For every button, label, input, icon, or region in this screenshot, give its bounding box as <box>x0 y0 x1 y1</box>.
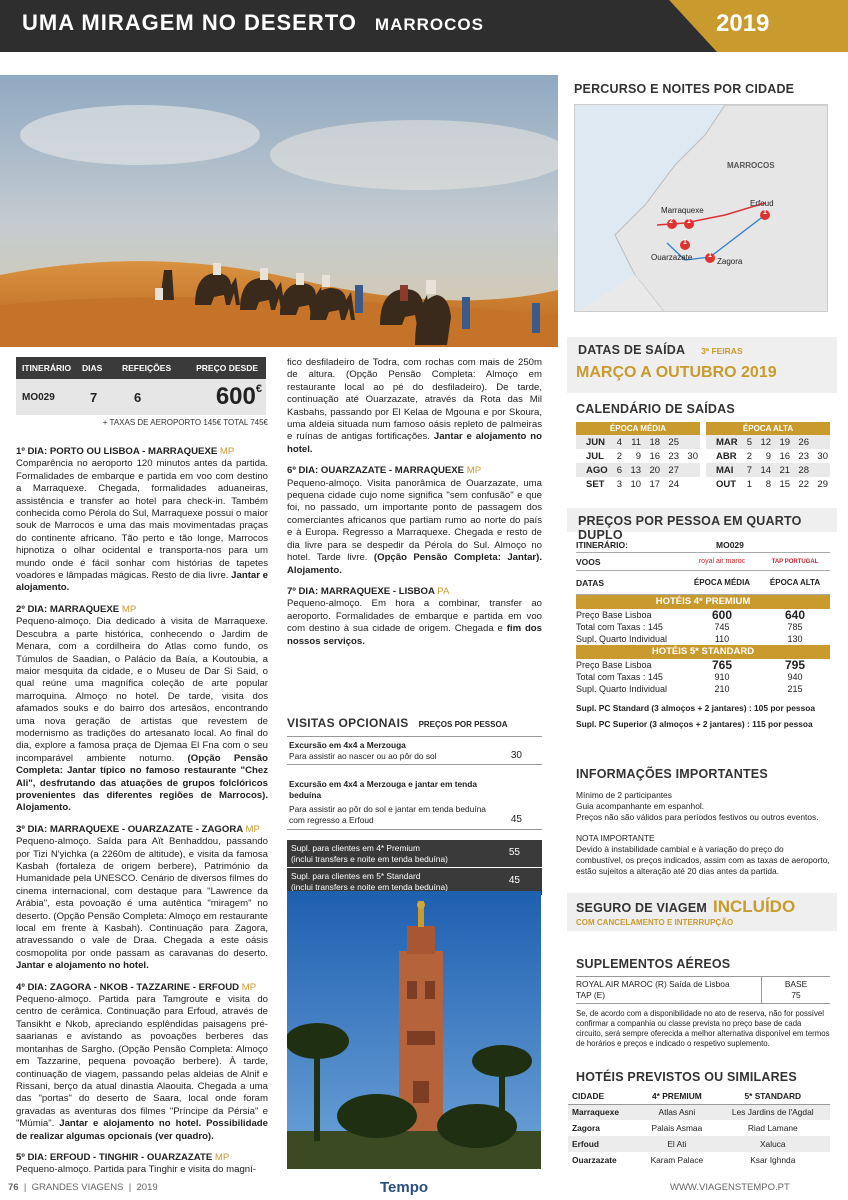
hoteis-row <box>568 1120 830 1136</box>
price-currency: € <box>255 383 262 395</box>
footer-separator: | <box>128 1182 132 1193</box>
day-body: Comparência no aeroporto 120 minutos antes da partida. Formalidades de embarque e partida em voo com destino a Marraquexe. Chegada, formalidades aduaneiras, assistência e transfer ao hotel para check-in. Também conhecida como Pérola do Sul, Marraquexe possui o maior souk de Marrocos e uma das mais movimentadas praças do continente africano. Tão perto e tão longe, Marrocos hipnotiza o olhar ocidental e transporta-nos para um mundo onde é fácil sonhar com histórias de tapetes voadores e lâmpadas mágicas. Resto de dia livre. <box>16 458 268 582</box>
calendar-row <box>706 463 830 477</box>
country-text: MARROCOS <box>374 15 484 34</box>
day-body: Pequeno-almoço. Dia dedicado à visita de Marraquexe. Descubra a parte histórica, conhecendo o Jardim de Menara, com a cordilheira do Atlas como fundo, os Túmulos de Saadian, o Palácio da Baía, a Koutoubia, a maior mesquita da cidade, e o Museu de Dar Si Said, o qual reúne uma magnífica coleção de arte popular marroquina. Almoço no hotel. De tarde, visita dos afamados souks e do bairro dos artesãos, encontrando uma nova geração de artistas que revestem de modernismo as tradições do artesanato local. Ao final do dia, explore a famosa praça de Djemaa El Fna com o seu incomparável ambiente noturno. <box>16 616 268 764</box>
day-paragraph <box>16 446 268 595</box>
price-cell: 640 <box>784 608 806 622</box>
day-meal-tag: MP <box>466 465 482 477</box>
price-cell: Total com Taxas : 145 <box>576 672 663 682</box>
day-meal-tag: MP <box>241 981 257 993</box>
calendar-cell: 10 <box>630 478 642 490</box>
day-paragraph <box>287 465 542 577</box>
price-row <box>576 671 830 683</box>
day-body: Pequeno-almoço. Partida para Tinghir e visita do magní- <box>16 1164 256 1176</box>
page-title <box>22 10 484 36</box>
day-paragraph <box>16 1152 268 1177</box>
calendar-cell: 11 <box>624 435 643 449</box>
calendar-cell: 16 <box>779 450 791 462</box>
price-cell: 745 <box>714 622 730 632</box>
supl-price: 55 <box>508 847 520 859</box>
calendar-row <box>706 435 830 449</box>
map-city-zagora: Zagora <box>717 257 743 266</box>
datas-title: DATAS DE SAÍDA <box>578 343 686 357</box>
supl-price: 45 <box>508 875 520 887</box>
day-paragraph <box>16 982 268 1143</box>
day-meal-tag: MP <box>214 1151 230 1163</box>
calendar-cell: 23 <box>668 450 679 462</box>
visitas-title: VISITAS OPCIONAIS <box>287 716 409 730</box>
prices-datas-label: DATAS <box>576 577 605 588</box>
footer-year: 2019 <box>136 1182 158 1193</box>
price-cell: Preço Base Lisboa <box>576 610 652 620</box>
day-title: 1º DIA: PORTO OU LISBOA - MARRAQUEXE <box>16 446 220 457</box>
price-row <box>576 609 830 621</box>
calendar-cell <box>811 435 830 449</box>
price-cell: 910 <box>714 672 730 682</box>
datas-range: MARÇO A OUTUBRO 2019 <box>576 364 777 381</box>
aereos-row: ROYAL AIR MAROC (R) Saída de Lisboa <box>576 979 730 989</box>
hoteis-cell: Marraquexe <box>568 1104 638 1120</box>
days-value: 7 <box>90 389 98 405</box>
price-cell: 795 <box>784 658 806 672</box>
map-nights-ouarzazate: 1 <box>683 239 687 246</box>
day-end: fim dos nossos serviços. <box>287 623 542 647</box>
calendar-cell: ABR <box>716 450 737 462</box>
datas-header <box>578 343 743 357</box>
supl-pc-superior: Supl. PC Superior (3 almoços + 2 jantares) : 115 por pessoa <box>576 719 813 729</box>
visitas-opcionais <box>287 716 542 895</box>
calendar-cell <box>681 463 700 477</box>
day-paragraph <box>16 604 268 815</box>
price-cell: 130 <box>787 634 803 644</box>
calendar-cell: 4 <box>612 435 624 449</box>
day-meal-tag: MP <box>245 823 260 835</box>
aereos-table <box>576 976 830 1049</box>
day-title: 2º DIA: MARRAQUEXE <box>16 603 122 615</box>
airport-tax-note: + TAXAS DE AEROPORTO 145€ TOTAL 745€ <box>102 418 268 427</box>
seguro-label: SEGURO DE VIAGEM <box>576 901 707 915</box>
calendar-cell: 24 <box>668 478 679 490</box>
calendar-cell: AGO <box>576 463 612 477</box>
calendar-cell <box>681 477 700 491</box>
price-cell: Preço Base Lisboa <box>576 660 652 670</box>
calendar-row <box>576 435 700 449</box>
prices-itin-label: ITINERÁRIO: <box>576 540 628 550</box>
seguro-value: INCLUÍDO <box>713 897 796 916</box>
calendar-cell: 19 <box>773 435 792 449</box>
price-row <box>576 621 830 633</box>
price-row <box>576 659 830 671</box>
calendar-cell: 8 <box>765 478 772 490</box>
price-group-label: HOTÉIS 4* PREMIUM <box>576 595 830 609</box>
calendar-cell: 25 <box>662 435 681 449</box>
calendar-alta <box>706 422 830 491</box>
info-line: Mínimo de 2 participantes <box>576 790 672 800</box>
desert-camel-photo <box>0 75 558 347</box>
calendar-row <box>706 449 830 463</box>
day-paragraph <box>287 357 542 456</box>
meals-value: 6 <box>134 389 142 405</box>
col-preco: PREÇO DESDE <box>196 363 258 373</box>
price-row <box>576 633 830 645</box>
calendar-cell: 28 <box>792 463 811 477</box>
day-end: Jantar e alojamento no hotel. <box>287 431 542 455</box>
calendar-row <box>576 477 700 491</box>
footer-left <box>8 1182 158 1193</box>
calendar-row <box>576 449 700 463</box>
map-nights-marker: 1 <box>687 218 691 225</box>
day-title: 6º DIA: OUARZAZATE - MARRAQUEXE <box>287 465 467 477</box>
day-meal-tag: PA <box>437 585 450 597</box>
supl-name: Supl. para clientes em 5* Standard <box>291 871 421 881</box>
day-paragraph <box>287 586 542 648</box>
day-body: Pequeno-almoço. Em hora a combinar, transfer ao aeroporto. Formalidades de embarque e partida em voo com destino à sua cidade de origem. Chegada e <box>287 598 542 635</box>
price-cell: Supl. Quarto Individual <box>576 634 668 644</box>
day-end: Jantar e alojamento no hotel. <box>16 960 149 972</box>
visita-name: Excursão em 4x4 a Merzouga <box>289 740 406 750</box>
hoteis-header-cell: 5* STANDARD <box>716 1088 830 1104</box>
itinerary-table-row <box>16 379 266 415</box>
calendar-cell: OUT <box>716 478 737 490</box>
hoteis-header-row <box>568 1088 830 1104</box>
calendar-cell: 16 <box>649 450 661 462</box>
prices-voos-label: VOOS <box>576 556 601 567</box>
hoteis-cell: Karam Palace <box>650 1155 704 1165</box>
price-cell: Total com Taxas : 145 <box>576 622 663 632</box>
price-cell: 110 <box>714 634 730 644</box>
hoteis-row <box>568 1136 830 1152</box>
calendar-cell <box>681 435 700 449</box>
col-itinerario: ITINERÁRIO <box>22 363 72 373</box>
day-end: (Opção Pensão Completa: Jantar típico no famoso restaurante "Chez Ali", desfrutando das atuações de grupos folclóricos provenientes das diferentes regiões de Marrocos). Alojamento. <box>16 752 268 814</box>
supl-desc: (inclui transfers e noite em tenda beduína) <box>291 853 448 864</box>
calendar-cell: 26 <box>792 435 811 449</box>
page-number: 76 <box>8 1182 19 1193</box>
footer-section: GRANDES VIAGENS <box>31 1182 124 1193</box>
calendar-alta-label: ÉPOCA ALTA <box>706 422 830 435</box>
calendar-row <box>576 463 700 477</box>
route-map <box>574 104 828 312</box>
hoteis-cell: Les Jardins de l'Agdal <box>716 1104 830 1120</box>
calendar-cell: 14 <box>754 463 773 477</box>
supl-desc: (inclui transfers e noite em tenda beduína) <box>291 881 448 892</box>
calendar-cell: 20 <box>643 463 662 477</box>
note-text: Devido à instabilidade cambial e à variação do preço do combustível, os preços indicados, assim com as taxas de aeroporto, estão sujeitos a alteração até 20 dias antes da partida. <box>576 844 830 876</box>
price-cell: 600 <box>711 608 733 622</box>
calendar-cell: SET <box>586 478 605 490</box>
calendar-cell: 13 <box>624 463 643 477</box>
aereos-row: TAP (E) <box>576 990 606 1000</box>
map-nights-marraquexe: 2 <box>669 218 673 225</box>
calendar-cell: 30 <box>817 450 828 462</box>
koutoubia-photo <box>287 891 541 1169</box>
price-value <box>184 383 266 411</box>
info-line: Preços não são válidos para períodos festivos ou outros eventos. <box>576 812 819 822</box>
calendar-cell: 2 <box>746 450 753 462</box>
day-title: 3º DIA: MARRAQUEXE - OUARZAZATE - ZAGORA <box>16 823 246 835</box>
day-body: Pequeno-almoço. Saída para Aït Benhaddou, passando por Tizi N'yichka (a 2260m de altitude), e visita da famosa Kasbah (fortaleza de origem berbere), Património da Humanidade pela UNESCO. Cenário de diversos filmes do cinema internacional, com destaque para "Lawrence da Arábia", esta povoação é uma autêntica "miragem" no deserto. (Opção Pensão Completa: Almoço em restaurante local em frente à Kasbah). Continuação para Zagora, atravessando o vale de Draa. Chegada a este oásis cosmopolita por onde passam as caravanas do deserto. <box>16 836 268 959</box>
price-cell: 210 <box>714 684 730 694</box>
visita-desc: Para assistir ao pôr do sol e jantar em tenda beduína com regresso a Erfoud <box>289 804 486 825</box>
calendar-cell: 18 <box>643 435 662 449</box>
calendar-media-label: ÉPOCA MÉDIA <box>576 422 700 435</box>
price-cell: 785 <box>787 622 803 632</box>
calendar-title: CALENDÁRIO DE SAÍDAS <box>576 402 735 416</box>
calendar-media <box>576 422 700 491</box>
map-nights-erfoud: 1 <box>763 209 767 216</box>
visita-desc: Para assistir ao nascer ou ao pôr do sol <box>289 750 437 761</box>
price-number: 600 <box>215 383 256 410</box>
itinerary-table-header <box>16 357 266 379</box>
hoteis-header-cell: 4* PREMIUM <box>638 1088 715 1104</box>
calendar-row <box>706 477 830 491</box>
title-text: UMA MIRAGEM NO DESERTO <box>22 10 357 35</box>
supl-name: Supl. para clientes em 4* Premium <box>291 843 420 853</box>
col-refeicoes: REFEIÇÕES <box>122 363 172 373</box>
itinerary-col1 <box>16 446 268 1178</box>
day-meal-tag: MP <box>121 603 137 615</box>
price-cell: 215 <box>787 684 803 694</box>
visita-item <box>287 737 542 765</box>
visita-item <box>287 765 542 830</box>
year-text: 2019 <box>716 10 770 37</box>
hoteis-cell: Riad Lamane <box>747 1123 798 1133</box>
aereos-base: BASE <box>784 979 808 989</box>
calendar-cell: 12 <box>754 435 773 449</box>
calendar-cell: 2 <box>616 450 623 462</box>
price-row <box>576 683 830 695</box>
datas-sub: 3ª FEIRAS <box>701 346 743 356</box>
note-title: NOTA IMPORTANTE <box>576 833 655 843</box>
calendar-cell: 9 <box>765 450 772 462</box>
hoteis-cell: El Ati <box>638 1136 715 1152</box>
seguro-sub: COM CANCELAMENTO E INTERRUPÇÃO <box>576 918 734 927</box>
visita-price: 45 <box>510 813 522 825</box>
visita-name: Excursão em 4x4 a Merzouga e jantar em tenda beduína <box>289 779 478 800</box>
map-city-erfoud: Erfoud <box>750 199 774 208</box>
itinerary-code: MO029 <box>22 391 55 403</box>
price-cell: Supl. Quarto Individual <box>576 684 668 694</box>
map-city-ouarzazate: Ouarzazate <box>651 253 693 262</box>
calendar-cell: 30 <box>687 450 698 462</box>
prices-table <box>576 540 830 729</box>
calendar-cell <box>811 463 830 477</box>
calendar-cell: 1 <box>746 478 753 490</box>
hoteis-cell: Ouarzazate <box>572 1155 617 1165</box>
price-cell: 940 <box>787 672 803 682</box>
hoteis-cell: Palais Asmaa <box>651 1123 703 1133</box>
calendar-cell: 6 <box>612 463 624 477</box>
footer-separator: | <box>23 1182 27 1193</box>
hoteis-cell: Erfoud <box>568 1136 638 1152</box>
aereos-value: 75 <box>791 990 801 1000</box>
map-title: PERCURSO E NOITES POR CIDADE <box>574 82 795 96</box>
price-cell: 765 <box>711 658 733 672</box>
hoteis-row <box>568 1152 830 1168</box>
map-city-marraquexe: Marraquexe <box>661 206 704 215</box>
day-end: Jantar e alojamento no hotel. Possibilidade de realizar algumas opcionais (ver quadro). <box>16 1118 268 1142</box>
day-body: fico desfiladeiro de Todra, com rochas com mais de 250m de altura. (Opção Pensão Completa: Almoço em restaurante local ao pé do desfiladeiro). De tarde, continuação até Ouarzazate, através da Rota das Mil Kasbahs, passando por El Kelaa de Mgouna e por Skoura, uma aldeia situada num famoso oásis repleto de palmeiras e ruínas de antigas fortificações. <box>287 357 542 443</box>
prices-col-media: ÉPOCA MÉDIA <box>693 578 751 587</box>
royal-air-maroc-logo: royal air maroc <box>698 558 746 565</box>
prices-title: PREÇOS POR PESSOA EM QUARTO DUPLO <box>578 514 802 542</box>
hoteis-cell: Zagora <box>572 1123 600 1133</box>
calendar-cell: MAI <box>706 463 742 477</box>
price-group-label: HOTÉIS 5* STANDARD <box>576 645 830 659</box>
prices-col-alta: ÉPOCA ALTA <box>769 578 821 587</box>
calendar-cell: 15 <box>779 478 791 490</box>
col-dias: DIAS <box>82 363 103 373</box>
day-end: (Opção Pensão Completa: Jantar). Alojamento. <box>287 552 542 576</box>
calendar-cell: 29 <box>817 478 828 490</box>
hoteis-title: HOTÉIS PREVISTOS OU SIMILARES <box>576 1070 797 1084</box>
itinerary-col2 <box>287 357 542 657</box>
hoteis-row <box>568 1104 830 1120</box>
day-paragraph <box>16 824 268 973</box>
tap-logo: TAP PORTUGAL <box>771 558 819 565</box>
footer-url[interactable]: WWW.VIAGENSTEMPO.PT <box>670 1182 790 1193</box>
day-end: Jantar e alojamento. <box>16 570 268 594</box>
calendar-cell: 7 <box>742 463 754 477</box>
tempo-logo: Tempo <box>380 1179 429 1196</box>
itinerary-table <box>16 357 266 415</box>
hoteis-table <box>568 1088 830 1168</box>
calendar-cell: 9 <box>635 450 642 462</box>
calendar-cell: MAR <box>706 435 742 449</box>
calendar-cell: 21 <box>773 463 792 477</box>
supl-pc-standard: Supl. PC Standard (3 almoços + 2 jantares) : 105 por pessoa <box>576 703 815 713</box>
day-meal-tag: MP <box>219 446 235 457</box>
day-title: 7º DIA: MARRAQUEXE - LISBOA <box>287 585 438 597</box>
hoteis-header-cell: CIDADE <box>568 1088 638 1104</box>
aereos-title: SUPLEMENTOS AÉREOS <box>576 957 731 971</box>
calendar-cell: 27 <box>662 463 681 477</box>
hoteis-cell: Atlas Asni <box>638 1104 715 1120</box>
visitas-subtitle: PREÇOS POR PESSOA <box>418 720 508 729</box>
day-body: Pequeno-almoço. Visita panorâmica de Ouarzazate, uma pequena cidade cujo nome significa "sem confusão" e que foi, no passado, um importante ponto de passagem dos comerciantes africanos que partiam rumo ao norte do país e à Europa. Regresso a Marraquexe. Chegada e resto de dia livre para se despedir da Pérola do Sul. Almoço no hotel. Tarde livre. <box>287 477 542 564</box>
calendar-cell: 23 <box>798 450 809 462</box>
info-line: Guia acompanhante em espanhol. <box>576 801 705 811</box>
day-title: 4º DIA: ZAGORA - NKOB - TAZZARINE - ERFOUD <box>16 981 242 993</box>
visita-supl <box>287 840 542 867</box>
day-title: 5º DIA: ERFOUD - TINGHIR - OUARZAZATE <box>16 1151 215 1163</box>
info-body <box>576 790 830 877</box>
calendar-cell: JUL <box>586 450 604 462</box>
map-nights-zagora: 1 <box>708 252 712 259</box>
aereos-note: Se, de acordo com a disponibilidade no ato de reserva, não for possível confirmar a companhia ou classe prevista no preço base de cada circuito, será sempre oferecida a melhor alternativa disponível em termos de horários e preços e indicado o respetivo suplemento. <box>576 1009 830 1048</box>
visita-price: 30 <box>510 749 522 761</box>
calendar-cell: 5 <box>742 435 754 449</box>
calendar-cell: 3 <box>616 478 623 490</box>
map-country-label: MARROCOS <box>727 161 775 170</box>
info-title: INFORMAÇÕES IMPORTANTES <box>576 767 768 781</box>
calendar-cell: 17 <box>649 478 661 490</box>
hoteis-cell: Xaluca <box>716 1136 830 1152</box>
seguro-line <box>576 897 795 917</box>
day-body: Pequeno-almoço. Partida para Tamgroute e visita do centro de cerâmica. Continuação para Erfoud, através de Tansikht e Nkob, apreciando esplêndidas paisagens pré-saarianas e avistando as povoações berberes das montanhas de Sargho. (Opção Pensão Completa: Almoço em Tazzarine, pequena povoação berbere). À tarde, continuação de viagem, passando pelas aldeias de Alnif e Rissani, berço da atual dinastia Alaouita. Chegada a uma das "portas" do deserto de Saara, local onde foram gravadas as aventuras dos filmes "Príncipe da Pérsia" e "Múmia". <box>16 994 268 1130</box>
page-footer <box>0 1178 848 1200</box>
prices-itin-code: MO029 <box>716 540 744 550</box>
calendar-cell: JUN <box>576 435 612 449</box>
hoteis-cell: Ksar Ighnda <box>750 1155 796 1165</box>
calendar-cell: 22 <box>798 478 809 490</box>
